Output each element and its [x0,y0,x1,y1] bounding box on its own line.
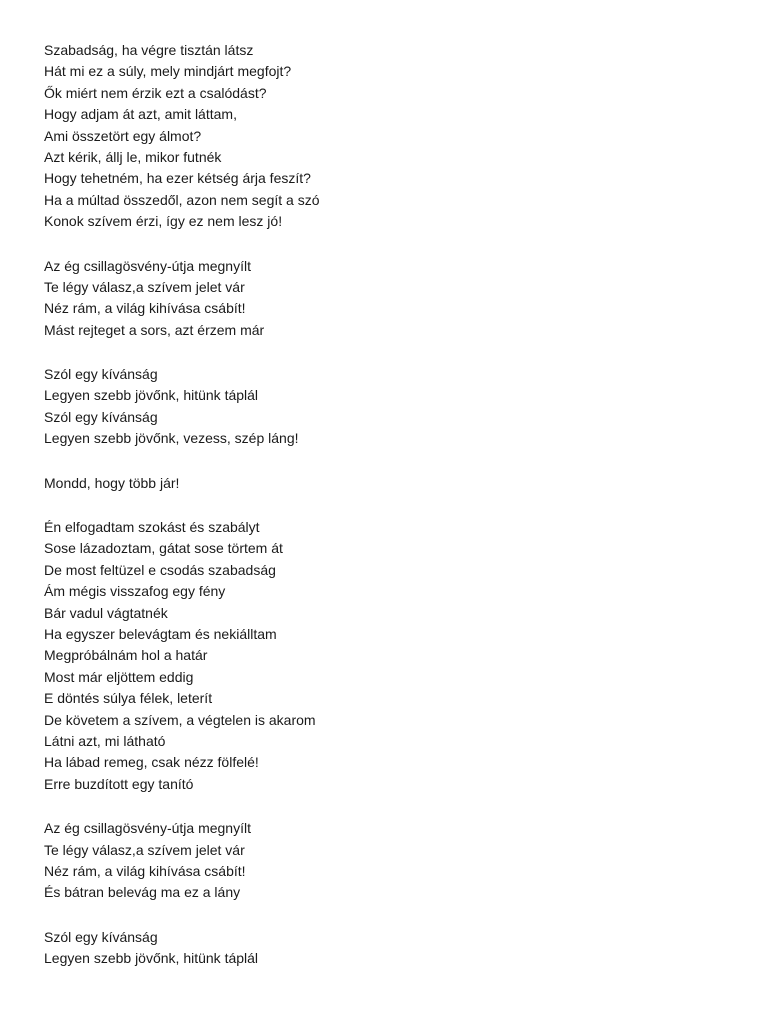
lyric-line: Te légy válasz,a szívem jelet vár [44,841,245,858]
lyric-line: Az ég csillagösvény-útja megnyílt [44,257,251,274]
lyric-line: Szól egy kívánság [44,366,158,383]
lyric-line: Hogy tehetném, ha ezer kétség árja feszít? [44,170,311,187]
lyric-line: De most feltüzel e csodás szabadság [44,561,276,578]
lyric-line: Az ég csillagösvény-útja megnyílt [44,820,251,837]
lyric-line: Legyen szebb jövőnk, hitünk táplál [44,950,259,967]
lyric-line: Bár vadul vágtatnék [44,604,168,621]
stanza-6 [44,818,319,904]
poem-lyrics [44,40,319,992]
lyric-line: Mást rejteget a sors, azt érzem már [44,321,265,338]
stanza-2 [44,256,319,342]
lyric-line: Néz rám, a világ kihívása csábít! [44,862,246,879]
lyric-line: Legyen szebb jövőnk, hitünk táplál [44,387,259,404]
lyric-line: Azt kérik, állj le, mikor futnék [44,148,222,165]
lyric-line: Szól egy kívánság [44,928,158,945]
lyric-line: Megpróbálnám hol a határ [44,647,208,664]
lyric-line: Ha lábad remeg, csak nézz fölfelé! [44,754,259,771]
lyric-line: Hogy adjam át azt, amit láttam, [44,106,237,123]
lyric-line: Én elfogadtam szokást és szabályt [44,519,260,536]
lyric-line: E döntés súlya félek, leterít [44,690,213,707]
lyric-line: Ők miért nem érzik ezt a csalódást? [44,84,267,101]
stanza-4 [44,473,319,494]
lyric-line: Néz rám, a világ kihívása csábít! [44,300,246,317]
lyric-line: Legyen szebb jövőnk, vezess, szép láng! [44,430,299,447]
lyric-line: Most már eljöttem eddig [44,668,194,685]
stanza-7 [44,927,319,970]
stanza-5 [44,517,319,795]
lyric-line: Te légy válasz,a szívem jelet vár [44,278,245,295]
lyric-line: Ám mégis visszafog egy fény [44,583,226,600]
stanza-1 [44,40,319,233]
lyric-line: Ami összetört egy álmot? [44,127,202,144]
lyric-line: Látni azt, mi látható [44,732,166,749]
lyric-line: Hát mi ez a súly, mely mindjárt megfojt? [44,63,292,80]
stanza-3 [44,364,319,450]
lyric-line: És bátran belevág ma ez a lány [44,884,241,901]
lyric-line: Szabadság, ha végre tisztán látsz [44,42,254,58]
lyric-line: Szól egy kívánság [44,408,158,425]
lyric-line: Konok szívem érzi, így ez nem lesz jó! [44,213,283,230]
lyric-line: De követem a szívem, a végtelen is akarom [44,711,316,728]
lyric-line: Erre buzdított egy tanító [44,775,194,792]
lyric-line: Sose lázadoztam, gátat sose törtem át [44,540,283,557]
lyric-line: Ha a múltad összedől, azon nem segít a szó [44,191,320,208]
lyric-line: Ha egyszer belevágtam és nekiálltam [44,625,277,642]
lyric-line: Mondd, hogy több jár! [44,474,180,491]
